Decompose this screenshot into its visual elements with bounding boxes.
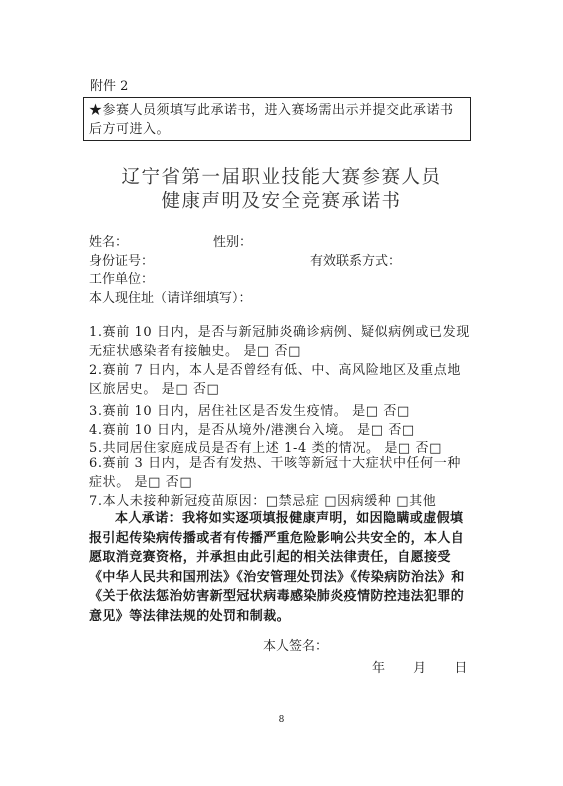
date-month: 月 [413, 661, 427, 676]
item-2: 2.赛前 7 日内，本人是否曾经有低、中、高风险地区及重点地区旅居史。 是□ 否□ [89, 363, 461, 397]
title-line-2: 健康声明及安全竞赛承诺书 [161, 191, 402, 212]
date-line [372, 657, 491, 676]
page-number: 8 [278, 715, 285, 725]
field-address: 本人现住址（请详细填写）： [89, 291, 252, 306]
date-day: 日 [454, 661, 468, 676]
notice-box: ★参赛人员须填写此承诺书，进入赛场需出示并提交此承诺书后方可进入。 [83, 97, 471, 141]
item-3: 3.赛前 10 日内，居住社区是否发生疫情。 是□ 否□ [89, 404, 410, 419]
item-1: 1.赛前 10 日内，是否与新冠肺炎确诊病例、疑似病例或已发现无症状感染者有接触史。 是□ 否□ [89, 325, 470, 359]
field-work-unit: 工作单位： [89, 272, 155, 287]
title-line-1: 辽宁省第一届职业技能大赛参赛人员 [121, 167, 442, 188]
signature-label: 本人签名： [263, 639, 329, 654]
item-6: 6.赛前 3 日内，是否有发热、干咳等新冠十大症状中任何一种症状。 是□ 否□ [89, 456, 461, 490]
date-year: 年 [372, 661, 386, 676]
field-name: 姓名： [89, 235, 129, 250]
item-5: 5.共同居住家庭成员是否有上述 1-4 类的情况。 是□ 否□ [89, 441, 443, 456]
promise-paragraph: 本人承诺：我将如实逐项填报健康声明，如因隐瞒或虚假填报引起传染病传播或者有传播严重危险影响公共安全的，本人自愿取消竞赛资格，并承担由此引起的相关法律责任，自愿接受《中华人民共和国刑法》《治安管理处罚法》《传染病防治法》和《关于依法惩治妨害新型冠状病毒感染肺炎疫情防控违法犯罪的意见》等法律法规的处罚和制裁。 [89, 511, 465, 624]
field-gender: 性别： [213, 235, 253, 250]
field-id-number: 身份证号： [89, 254, 155, 269]
item-7: 7.本人未接种新冠疫苗原因：□禁忌症 □因病缓种 □其他 [89, 494, 437, 509]
attachment-label: 附件 2 [90, 79, 129, 94]
field-contact: 有效联系方式： [310, 254, 402, 269]
item-4: 4.赛前 10 日内，是否从境外/港澳台入境。 是□ 否□ [89, 423, 415, 438]
